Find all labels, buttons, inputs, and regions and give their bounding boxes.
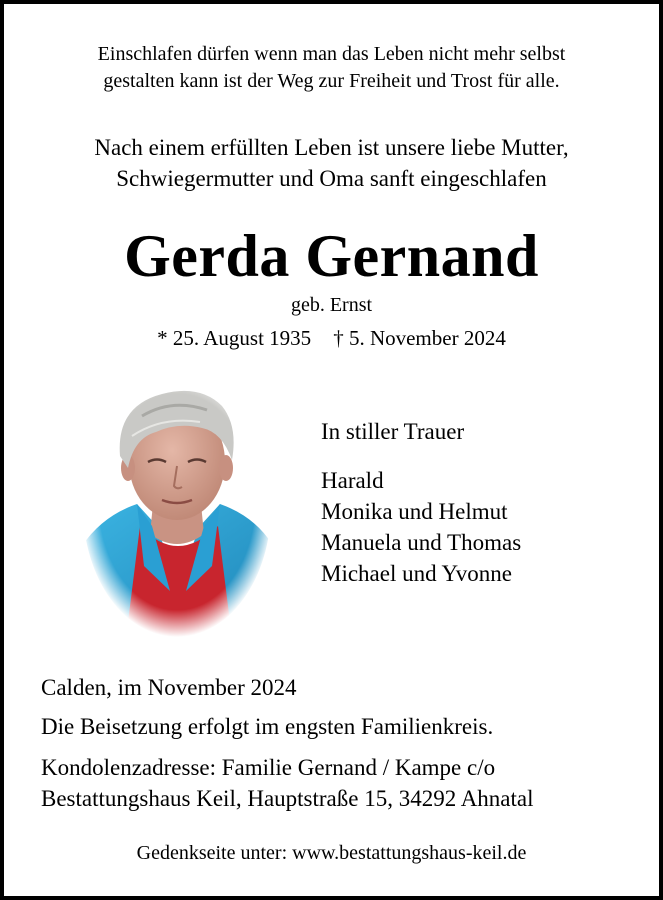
mourner-name: Monika und Helmut	[321, 499, 508, 524]
poem-text	[4, 41, 659, 95]
birth-name: geb. Ernst	[290, 294, 373, 316]
birth-date: * 25. August 1935	[157, 326, 312, 350]
place-date: Calden, im November 2024	[41, 675, 297, 700]
death-date: † 5. November 2024	[333, 326, 506, 350]
condolence-line-1: Kondolenzadresse: Familie Gernand / Kampe c/o	[41, 755, 496, 780]
funeral-note: Die Beisetzung erfolgt im engsten Familienkreis.	[41, 714, 494, 739]
portrait-photo	[82, 376, 272, 638]
life-dates	[4, 324, 659, 352]
condolence-address	[41, 752, 534, 814]
memorial-page-link[interactable]: Gedenkseite unter: www.bestattungshaus-keil.de	[136, 842, 527, 864]
condolence-line-2: Bestattungshaus Keil, Hauptstraße 15, 34292 Ahnatal	[41, 786, 534, 811]
mourning-heading: In stiller Trauer	[321, 419, 465, 444]
poem-line-2: gestalten kann ist der Weg zur Freiheit und Trost für alle.	[103, 70, 560, 92]
deceased-name: Gerda Gernand	[124, 223, 539, 289]
intro-line-2: Schwiegermutter und Oma sanft eingeschlafen	[116, 166, 547, 191]
mourner-name: Harald	[321, 468, 384, 493]
mourner-name: Manuela und Thomas	[321, 530, 522, 555]
intro-line-1: Nach einem erfüllten Leben ist unsere liebe Mutter,	[94, 135, 569, 160]
mourners-list	[321, 465, 521, 589]
intro-text	[4, 132, 659, 194]
poem-line-1: Einschlafen dürfen wenn man das Leben nicht mehr selbst	[97, 43, 566, 65]
mourner-name: Michael und Yvonne	[321, 561, 513, 586]
